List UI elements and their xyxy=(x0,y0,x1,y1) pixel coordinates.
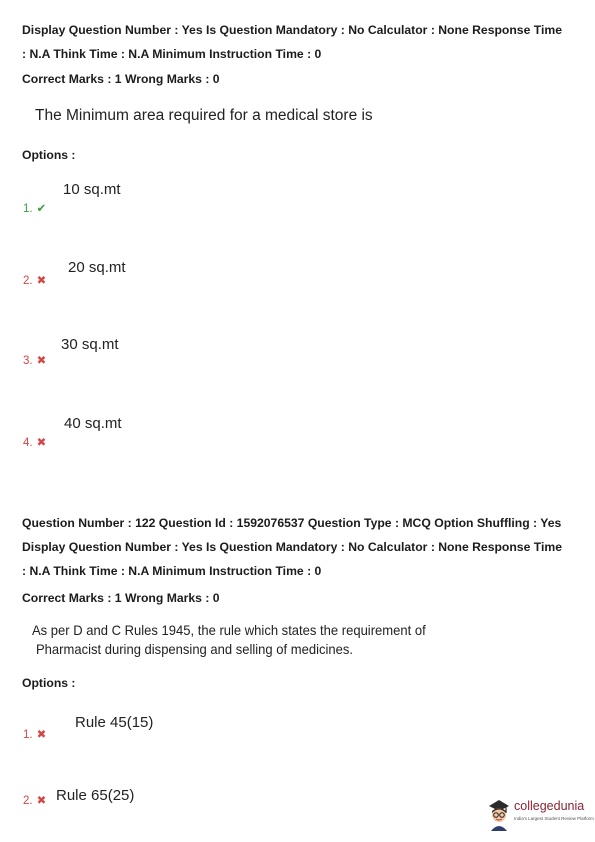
cross-icon: ✖ xyxy=(36,355,47,367)
option-number: 3. ✖ xyxy=(23,355,47,367)
option-text: 40 sq.mt xyxy=(64,415,122,432)
options-label: Options : xyxy=(22,676,76,690)
question-text: The Minimum area required for a medical store is xyxy=(35,107,373,124)
cross-icon: ✖ xyxy=(36,729,47,741)
options-label: Options : xyxy=(22,148,76,162)
logo-tagline: India's Largest Student Review Platform xyxy=(514,816,594,821)
question-text: Pharmacist during dispensing and selling of medicines. xyxy=(36,641,353,657)
marks-line: Correct Marks : 1 Wrong Marks : 0 xyxy=(22,72,220,86)
option-number: 2. ✖ xyxy=(23,275,47,287)
mascot-icon xyxy=(486,797,512,831)
cross-icon: ✖ xyxy=(36,275,47,287)
option-text: 20 sq.mt xyxy=(68,259,126,276)
question-text: As per D and C Rules 1945, the rule which states the requirement of xyxy=(32,622,426,638)
cross-icon: ✖ xyxy=(36,437,47,449)
option-number: 4. ✖ xyxy=(23,437,47,449)
logo-wordmark: collegedunia xyxy=(514,799,585,813)
marks-line: Correct Marks : 1 Wrong Marks : 0 xyxy=(22,591,220,605)
cross-icon: ✖ xyxy=(36,795,47,807)
check-icon: ✔ xyxy=(36,203,47,215)
option-number: 1. ✖ xyxy=(23,729,47,741)
meta-line: : N.A Think Time : N.A Minimum Instruction Time : 0 xyxy=(22,47,322,61)
meta-line: Display Question Number : Yes Is Question Mandatory : No Calculator : None Response Time xyxy=(22,23,562,37)
brand-logo xyxy=(486,797,594,833)
option-text: 10 sq.mt xyxy=(63,181,121,198)
option-number: 1. ✔ xyxy=(23,203,47,215)
meta-line: Display Question Number : Yes Is Question Mandatory : No Calculator : None Response Time xyxy=(22,540,562,554)
option-text: 30 sq.mt xyxy=(61,336,119,353)
meta-line: : N.A Think Time : N.A Minimum Instruction Time : 0 xyxy=(22,564,322,578)
option-text: Rule 45(15) xyxy=(75,714,154,731)
meta-line: Question Number : 122 Question Id : 1592076537 Question Type : MCQ Option Shuffling : Yes xyxy=(22,516,562,530)
option-text: Rule 65(25) xyxy=(56,787,135,804)
option-number: 2. ✖ xyxy=(23,795,47,807)
